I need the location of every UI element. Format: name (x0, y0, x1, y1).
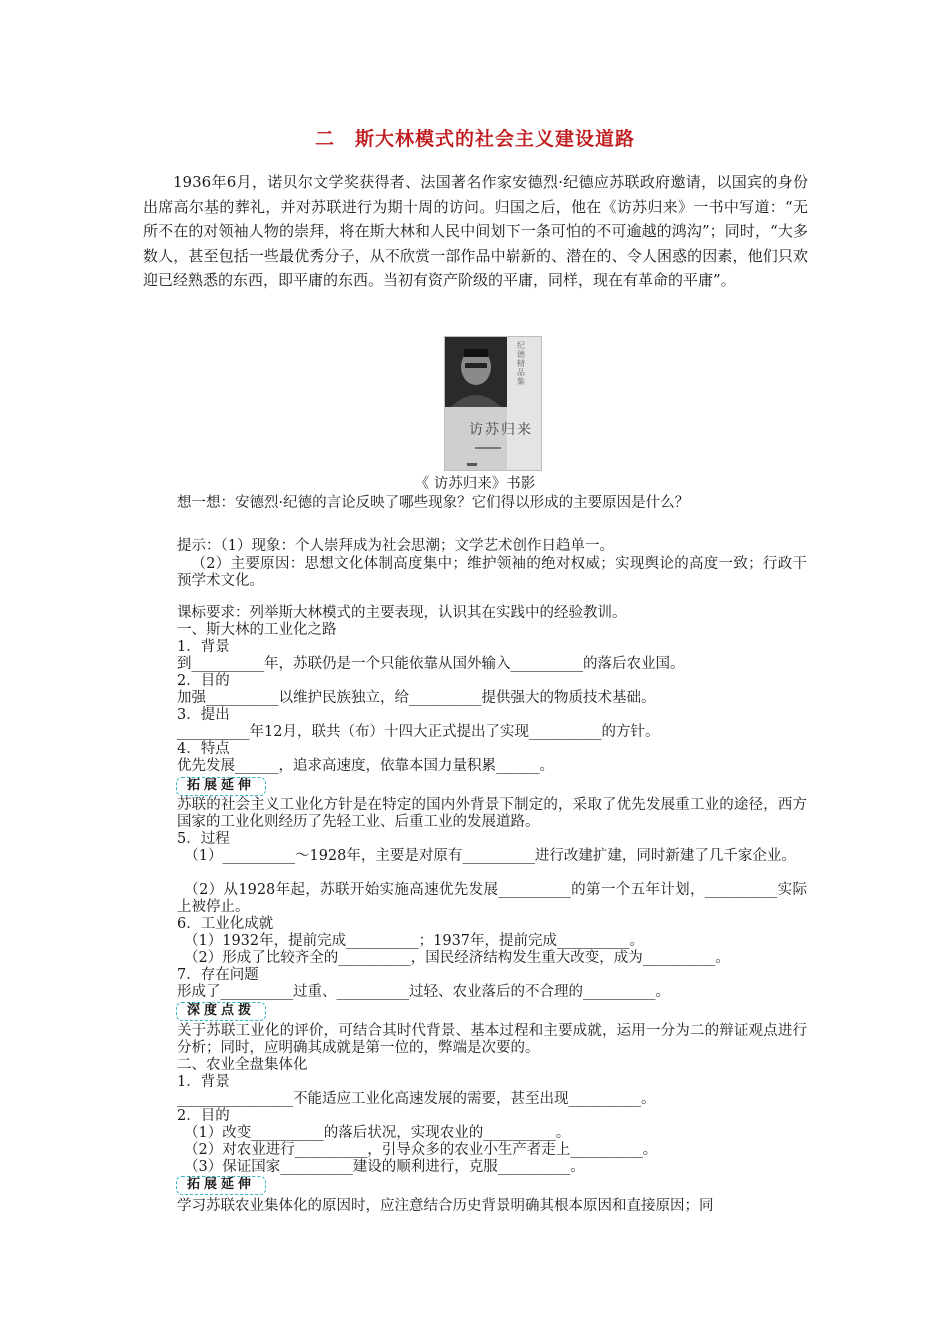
hint-line-2: （2）主要原因：思想文化体制高度集中；维护领袖的绝对权威；实现舆论的高度一致；行政干预学术文化。 (177, 556, 807, 589)
subheading-achievements: 6．工业化成就 (177, 916, 274, 932)
hint-line-1: 提示：（1）现象：个人崇拜成为社会思潮；文学艺术创作日趋单一。 (177, 538, 614, 554)
think-question: 想一想：安德烈·纪德的言论反映了哪些现象？它们得以形成的主要原因是什么？ (177, 495, 690, 511)
book-cover-title: 访苏归来 (469, 422, 533, 438)
fill-blank-agri-purpose-2: （2）对农业进行__________，引导众多的农业小生产者走上__________。 (184, 1142, 658, 1158)
fill-blank-features: 优先发展______，追求高速度，依靠本国力量积累______。 (177, 758, 554, 774)
subheading-purpose: 2．目的 (177, 673, 230, 689)
fill-blank-agri-purpose-1: （1）改变__________的落后状况，实现农业的__________。 (184, 1125, 571, 1141)
image-caption: 《 访苏归来》书影 (414, 476, 536, 492)
fill-blank-proposal: __________年12月，联共（布）十四大正式提出了实现__________的方针。 (177, 724, 660, 740)
extension-paragraph-2: 学习苏联农业集体化的原因时，应注意结合历史背景明确其根本原因和直接原因；同 (177, 1198, 714, 1214)
section-heading-1: 一、斯大林的工业化之路 (177, 622, 337, 638)
fill-blank-achievements-2: （2）形成了比较齐全的__________，国民经济结构发生重大改变，成为__________。 (184, 950, 730, 966)
fill-blank-process-1: （1）__________～1928年，主要是对原有__________进行改建扩建，同时新建了几千家企业。 (184, 848, 796, 864)
subheading-agri-purpose: 2．目的 (177, 1108, 230, 1124)
subheading-agri-background: 1．背景 (177, 1074, 230, 1090)
deep-insight-paragraph: 关于苏联工业化的评价，可结合其时代背景、基本过程和主要成就，运用一分为二的辩证观点进行分析；同时，应明确其成就是第一位的，弊端是次要的。 (177, 1023, 807, 1056)
subheading-process: 5．过程 (177, 831, 230, 847)
badge-deep-insight: 深度点拨 (176, 1002, 266, 1021)
page-title: 二 斯大林模式的社会主义建设道路 (314, 128, 635, 150)
subheading-problems: 7．存在问题 (177, 967, 259, 983)
fill-blank-problems: 形成了__________过重、__________过轻、农业落后的不合理的__________。 (177, 984, 670, 1000)
curriculum-standard: 课标要求：列举斯大林模式的主要表现，认识其在实践中的经验教训。 (177, 605, 627, 621)
fill-blank-process-2: （2）从1928年起，苏联开始实施高速优先发展__________的第一个五年计划，__________实际上被停止。 (177, 882, 807, 915)
badge-extension-2: 拓展延伸 (176, 1176, 266, 1195)
fill-blank-background: 到__________年，苏联仍是一个只能依靠从国外输入__________的落后农业国。 (177, 656, 685, 672)
subheading-background: 1．背景 (177, 639, 230, 655)
fill-blank-agri-purpose-3: （3）保证国家__________建设的顺利进行，克服__________。 (184, 1159, 585, 1175)
book-cover-illustration (445, 337, 541, 470)
subheading-proposal: 3．提出 (177, 707, 230, 723)
extension-paragraph-1: 苏联的社会主义工业化方针是在特定的国内外背景下制定的，采取了优先发展重工业的途径，西方国家的工业化则经历了先轻工业、后重工业的发展道路。 (177, 797, 807, 830)
subheading-features: 4．特点 (177, 741, 230, 757)
section-heading-2: 二、农业全盘集体化 (177, 1057, 308, 1073)
fill-blank-achievements-1: （1）1932年，提前完成__________；1937年，提前完成__________。 (184, 933, 645, 949)
book-series-label: 纪德精品集 (517, 341, 525, 386)
book-cover-photo (444, 336, 542, 471)
intro-paragraph: 1936年6月，诺贝尔文学奖获得者、法国著名作家安德烈·纪德应苏联政府邀请，以国宾的身份出席高尔基的葬礼，并对苏联进行为期十周的访问。归国之后，他在《访苏归来》一书中写道：“无所不在的对领袖人物的崇拜，将在斯大林和人民中间划下一条可怕的不可逾越的鸿沟”；同时，“大多数人，甚至包括一些最优秀分子，从不欣赏一部作品中崭新的、潜在的、令人困惑的因素，他们只欢迎已经熟悉的东西，即平庸的东西。当初有资产阶级的平庸，同样，现在有革命的平庸”。 (143, 173, 808, 289)
fill-blank-purpose: 加强__________以维护民族独立，给__________提供强大的物质技术基础。 (177, 690, 656, 706)
badge-extension-1: 拓展延伸 (176, 777, 266, 796)
fill-blank-agri-background: ________________不能适应工业化高速发展的需要，甚至出现__________。 (177, 1091, 656, 1107)
